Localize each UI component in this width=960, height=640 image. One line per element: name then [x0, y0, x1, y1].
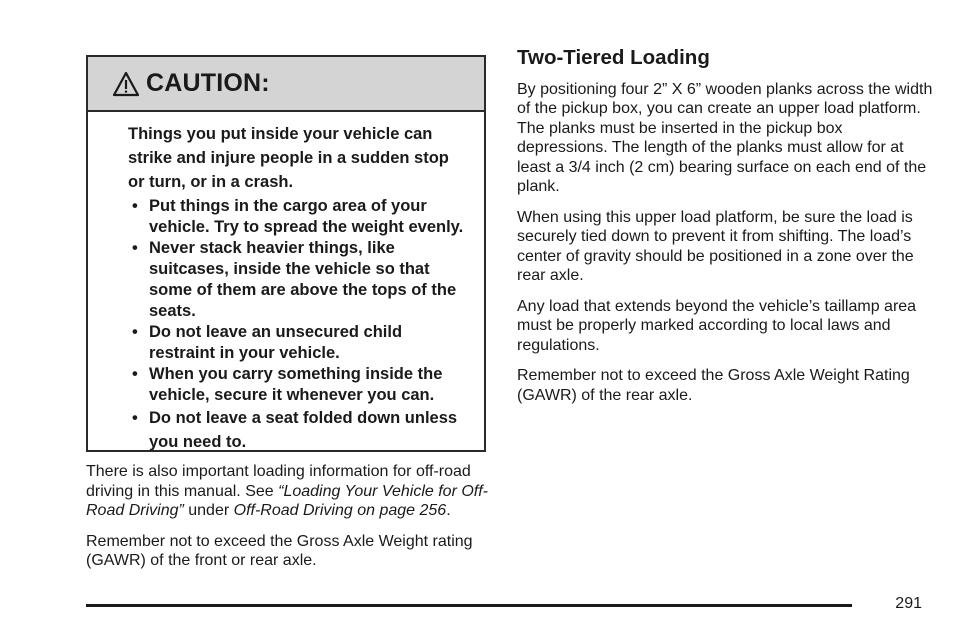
caution-intro: Things you put inside your vehicle can strike and injure people in a sudden stop or turn, or in a crash. [128, 125, 449, 191]
footer-rule [86, 604, 852, 607]
bullet-icon: • [132, 409, 138, 427]
caution-bullet: • Do not leave a seat folded down unless you need to. [128, 406, 464, 454]
paragraph: When using this upper load platform, be sure the load is securely tied down to prevent it from shifting. The load’s center of gravity should be positioned in a zone over the rear axle. [517, 208, 914, 284]
paragraph: By positioning four 2” X 6” wooden planks across the width of the pickup box, you can create an upper load platform. The planks must be inserted in the pickup box depressions. The length of the planks must allow for at least a 3/4 inch (2 cm) bearing surface on each end of the plank. [517, 80, 933, 195]
caution-bullet: • When you carry something inside the vehicle, secure it whenever you can. [132, 365, 443, 404]
bullet-icon: • [132, 323, 138, 341]
caution-bullet: • Never stack heavier things, like suitcases, inside the vehicle so that some of them are above the tops of the seats. [132, 239, 457, 320]
page-number: 291 [895, 595, 922, 612]
caution-header [88, 57, 484, 112]
offroad-reference-paragraph: There is also important loading information for off-road driving in this manual. See “Loading Your Vehicle for Off-Road Driving” under Off-Road Driving on page 256. [86, 463, 489, 519]
caution-body [88, 112, 484, 454]
caution-bullet: • Put things in the cargo area of your vehicle. Try to spread the weight evenly. [132, 197, 464, 236]
warning-triangle-icon [112, 71, 140, 97]
caution-bullet: • Do not leave an unsecured child restraint in your vehicle. [132, 323, 403, 362]
bullet-icon: • [132, 365, 138, 383]
gawr-paragraph: Remember not to exceed the Gross Axle Weight rating (GAWR) of the front or rear axle. [86, 532, 473, 569]
right-column-text [517, 48, 937, 416]
paragraph: Any load that extends beyond the vehicle’s taillamp area must be properly marked according to local laws and regulations. [517, 297, 917, 354]
caution-title: CAUTION: [146, 69, 270, 97]
caution-box [86, 55, 486, 452]
cross-reference-link[interactable]: Off-Road Driving on page 256 [233, 502, 447, 519]
left-column-text [86, 462, 488, 582]
caution-list [128, 196, 464, 454]
cross-reference-link[interactable]: “Loading Your Vehicle for Off-Road Driving” [86, 482, 489, 519]
paragraph: Remember not to exceed the Gross Axle Weight Rating (GAWR) of the rear axle. [517, 367, 910, 404]
bullet-icon: • [132, 197, 138, 215]
bullet-icon: • [132, 239, 138, 257]
section-heading: Two-Tiered Loading [517, 46, 710, 69]
